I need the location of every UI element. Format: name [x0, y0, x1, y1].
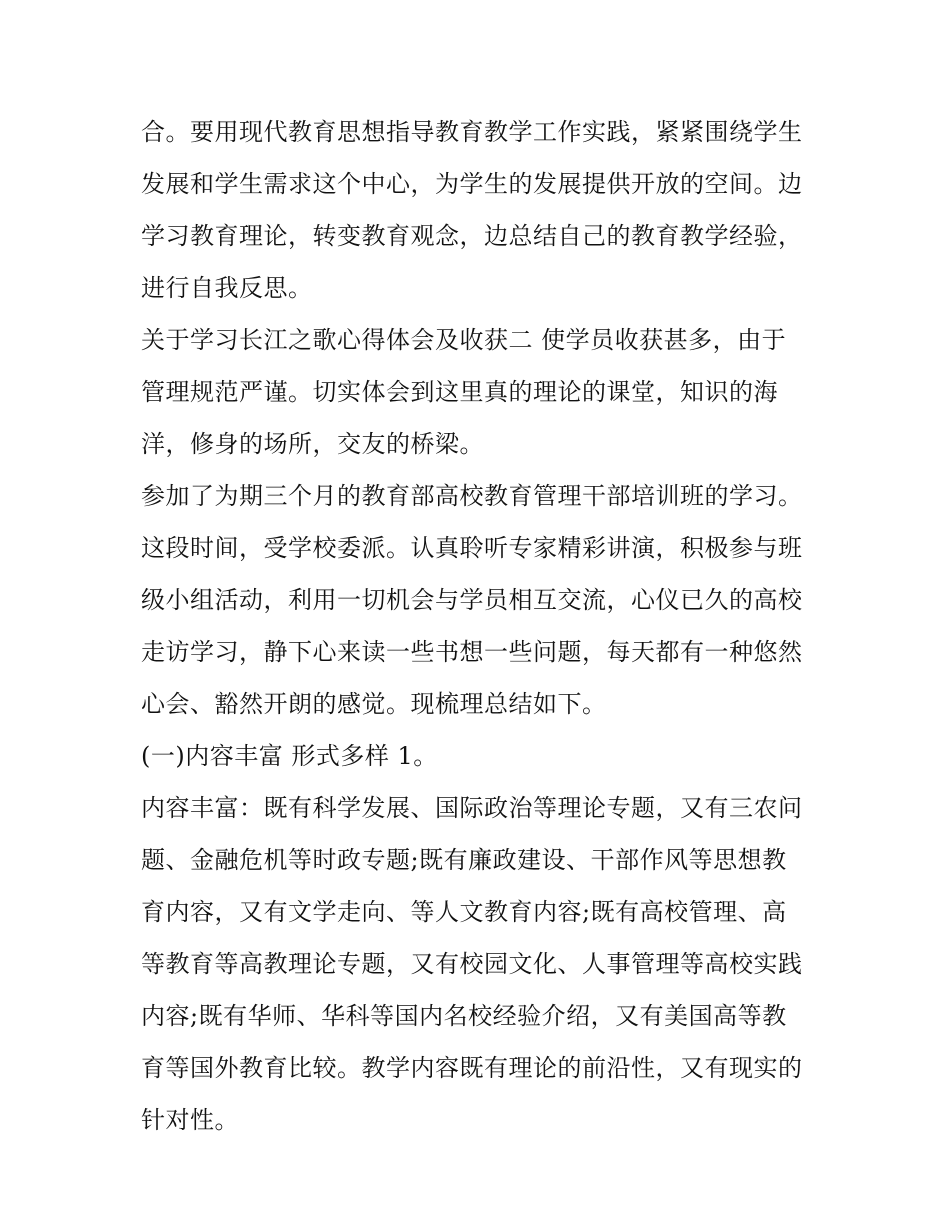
- text-line: 发展和学生需求这个中心，为学生的发展提供开放的空间。边: [141, 170, 803, 198]
- text-line: 合。要用现代教育思想指导教育教学工作实践，紧紧围绕学生: [141, 118, 803, 146]
- text-line: 育内容，又有文学走向、等人文教育内容;既有高校管理、高: [141, 898, 787, 926]
- text-line: 管理规范严谨。切实体会到这里真的理论的课堂，知识的海: [141, 378, 778, 406]
- text-line: 这段时间，受学校委派。认真聆听专家精彩讲演，积极参与班: [141, 534, 803, 562]
- text-line: 题、金融危机等时政专题;既有廉政建设、干部作风等思想教: [141, 846, 787, 874]
- document-body: [141, 106, 821, 1146]
- text-line: 心会、豁然开朗的感觉。现梳理总结如下。: [141, 690, 607, 718]
- text-line: 洋，修身的场所，交友的桥梁。: [141, 430, 484, 458]
- text-line: 学习教育理论，转变教育观念，边总结自己的教育教学经验，: [141, 222, 803, 250]
- text-line: 进行自我反思。: [141, 274, 313, 302]
- text-line: 育等国外教育比较。教学内容既有理论的前沿性，又有现实的: [141, 1054, 803, 1082]
- section-heading: (一)内容丰富 形式多样 1。: [141, 742, 438, 770]
- text-line: 等教育等高教理论专题，又有校园文化、人事管理等高校实践: [141, 950, 803, 978]
- text-line: 参加了为期三个月的教育部高校教育管理干部培训班的学习。: [141, 482, 803, 510]
- text-line: 针对性。: [141, 1106, 239, 1134]
- text-line: 内容丰富：既有科学发展、国际政治等理论专题，又有三农问: [141, 794, 803, 822]
- text-line: 关于学习长江之歌心得体会及收获二 使学员收获甚多，由于: [141, 326, 787, 354]
- text-line: 内容;既有华师、华科等国内名校经验介绍，又有美国高等教: [141, 1002, 787, 1030]
- text-line: 走访学习，静下心来读一些书想一些问题，每天都有一种悠然: [141, 638, 803, 666]
- text-line: 级小组活动，利用一切机会与学员相互交流，心仪已久的高校: [141, 586, 803, 614]
